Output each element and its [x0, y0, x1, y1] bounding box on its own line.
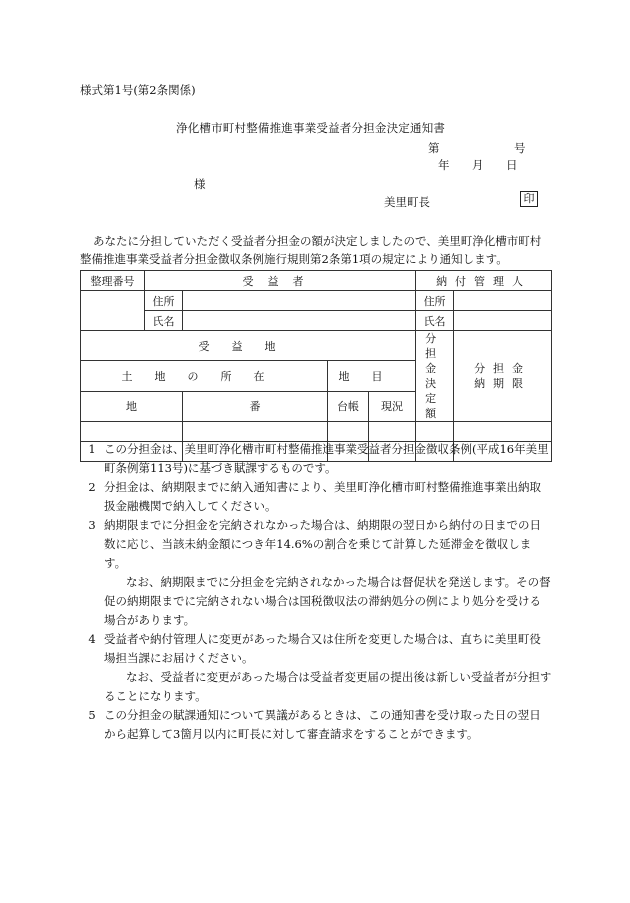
note-text: 受益者や納付管理人に変更があった場合又は住所を変更した場合は、直ちに美里町役場担当課にお届けください。	[104, 632, 541, 665]
ref-number-header: 整理番号	[81, 271, 145, 291]
note-3	[80, 516, 552, 573]
intro-paragraph: あなたに分担していただく受益者分担金の額が決定しましたので、美里町浄化槽市町村整備推進事業受益者分担金徴収条例施行規則第2条第1項の規定により通知します。	[80, 234, 542, 266]
beneficiary-address-field[interactable]	[183, 291, 416, 311]
beneficiary-name-label: 氏名	[145, 311, 183, 331]
note-text: 分担金は、納期限までに納入通知書により、美里町浄化槽市町村整備推進事業出納取扱金融機関で納入してください。	[104, 480, 541, 513]
manager-address-label: 住所	[416, 291, 454, 311]
seal-mark: 印	[520, 191, 538, 207]
table-row	[81, 422, 552, 442]
beneficiary-address-label: 住所	[145, 291, 183, 311]
note-text: なお、納期限までに分担金を完納されなかった場合は督促状を発送します。その督促の納期限までに完納されない場合は国税徴収法の滞納処分の例により処分を受ける場合があります。	[104, 575, 551, 627]
registry-cell[interactable]	[328, 422, 369, 442]
payment-manager-header: 納付管理人	[416, 271, 552, 291]
notes-section	[80, 440, 552, 744]
manager-name-field[interactable]	[454, 311, 552, 331]
lot-cell[interactable]	[81, 422, 183, 442]
note-3-continuation	[80, 573, 552, 630]
current-cell[interactable]	[369, 422, 416, 442]
issue-date	[438, 157, 518, 173]
lot-header: 地	[81, 391, 183, 421]
due-date-header-line1: 分担金	[474, 362, 532, 375]
document-number-suffix: 号	[514, 141, 526, 155]
due-date-cell[interactable]	[454, 422, 552, 442]
manager-name-label: 氏名	[416, 311, 454, 331]
document-title: 浄化槽市町村整備推進事業受益者分担金決定通知書	[176, 121, 446, 135]
date-year: 年	[438, 158, 450, 172]
note-1	[80, 440, 552, 478]
date-month: 月	[472, 158, 484, 172]
current-category-header: 現況	[369, 391, 416, 421]
due-date-header-line2: 納期限	[474, 377, 532, 390]
beneficiary-name-field[interactable]	[183, 311, 416, 331]
beneficiary-header: 受益者	[145, 271, 416, 291]
note-4-continuation	[80, 668, 552, 706]
lot-number-cell[interactable]	[183, 422, 328, 442]
land-location-header: 土地の所在	[81, 361, 328, 391]
date-day: 日	[506, 158, 518, 172]
benefit-land-header: 受益地	[81, 331, 416, 361]
note-text: この分担金は、美里町浄化槽市町村整備推進事業受益者分担金徴収条例(平成16年美里町条例第113号)に基づき賦課するものです。	[104, 442, 549, 475]
ref-number-cell[interactable]	[81, 291, 145, 331]
note-number: 2	[88, 480, 96, 494]
notice-table	[80, 270, 552, 462]
note-4	[80, 630, 552, 668]
amount-header-line2: 決定額	[425, 377, 445, 420]
document-number-label: 第	[428, 141, 440, 155]
note-text: 納期限までに分担金を完納されなかった場合は、納期限の翌日から納付の日までの日数に応じ、当該未納金額につき年14.6%の割合を乗じて計算した延滞金を徴収します。	[104, 518, 541, 570]
note-number: 5	[88, 708, 96, 722]
amount-header-line1: 分担金	[425, 332, 445, 375]
amount-header	[416, 331, 454, 422]
note-number: 1	[88, 442, 96, 456]
amount-cell[interactable]	[416, 422, 454, 442]
lot-number-header: 番	[183, 391, 328, 421]
due-date-header	[454, 331, 552, 422]
note-text: なお、受益者に変更があった場合は受益者変更届の提出後は新しい受益者が分担することになります。	[104, 670, 552, 703]
note-number: 4	[88, 632, 96, 646]
form-number: 様式第1号(第2条関係)	[80, 83, 196, 97]
note-number: 3	[88, 518, 96, 532]
addressee-suffix: 様	[194, 177, 206, 191]
land-category-header: 地目	[328, 361, 416, 391]
manager-address-field[interactable]	[454, 291, 552, 311]
note-2	[80, 478, 552, 516]
issuer: 美里町長	[384, 195, 430, 209]
registry-category-header: 台帳	[328, 391, 369, 421]
note-5	[80, 706, 552, 744]
note-text: この分担金の賦課通知について異議があるときは、この通知書を受け取った日の翌日から起算して3箇月以内に町長に対して審査請求をすることができます。	[104, 708, 541, 741]
